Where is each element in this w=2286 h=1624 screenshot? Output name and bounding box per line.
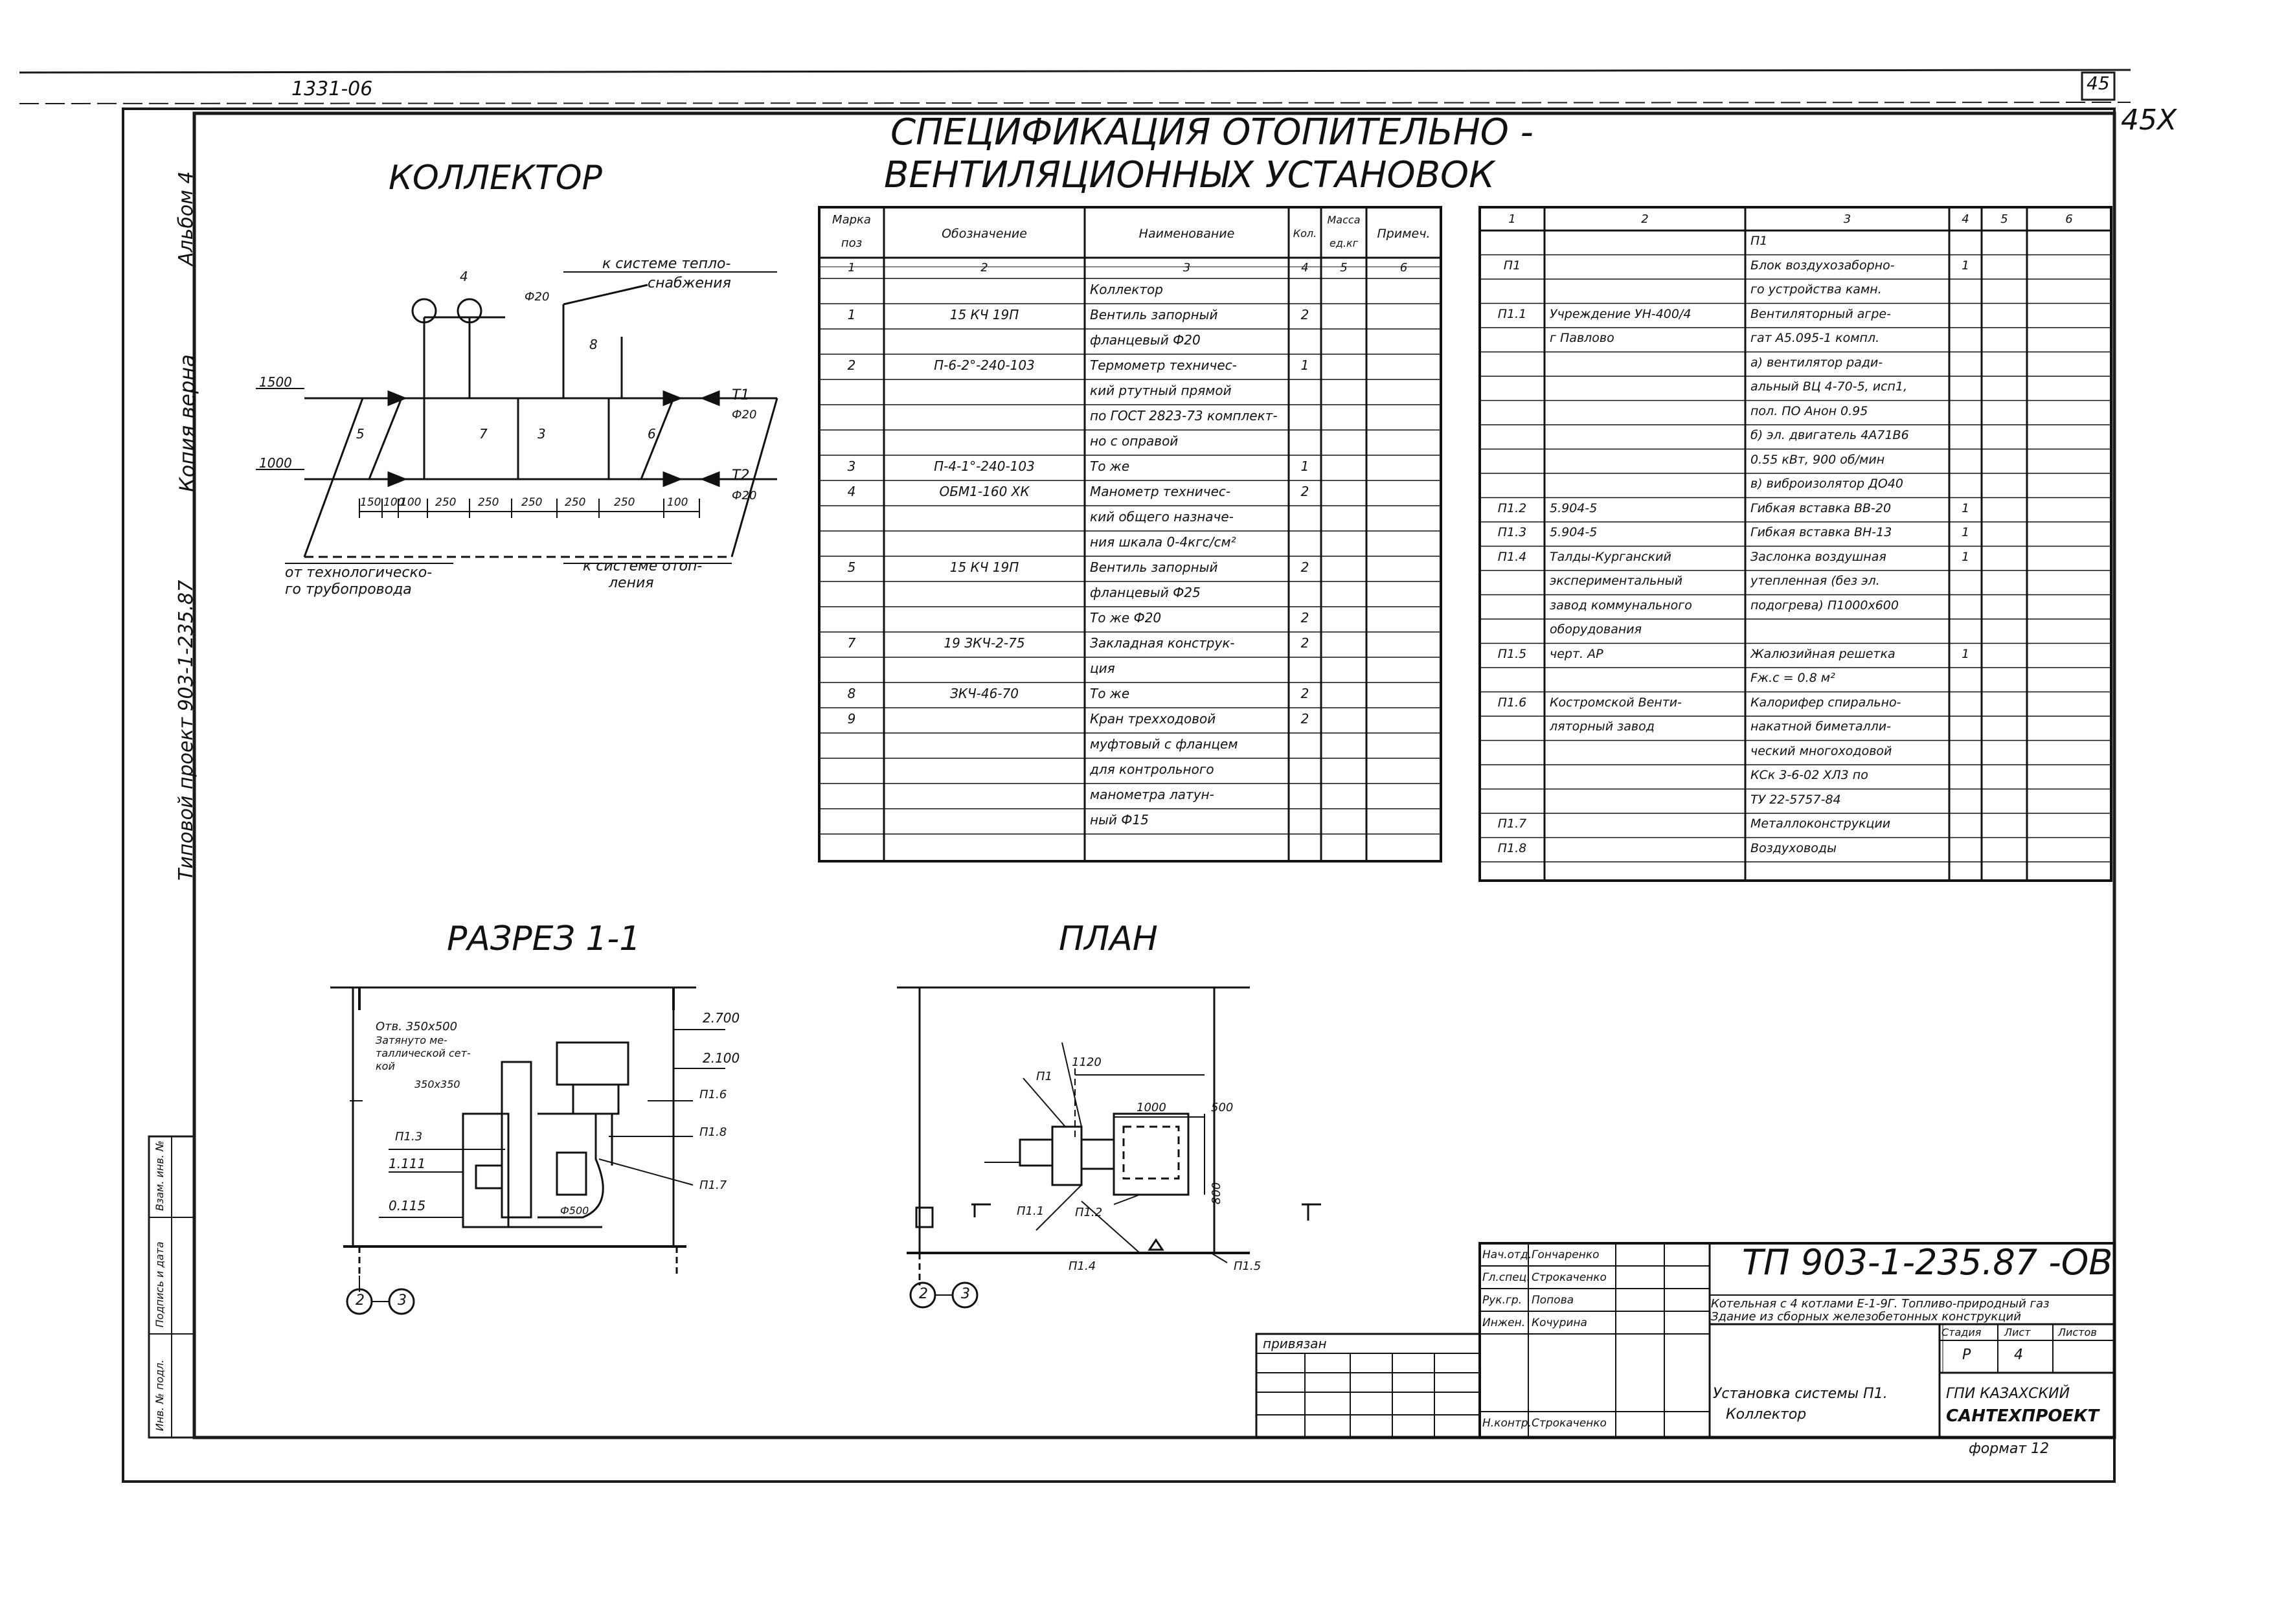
dimension-label: 250	[521, 496, 543, 509]
spec-left-cell: 5	[847, 559, 856, 575]
title-block-desc-1: Котельная с 4 котлами Е-1-9Г. Топливо-природный газ	[1711, 1297, 2050, 1311]
title-block-org-1: ГПИ КАЗАХСКИЙ	[1946, 1386, 2070, 1402]
razrez-p17: П1.7	[699, 1179, 727, 1192]
spec-right-cell: ческий многоходовой	[1750, 743, 1892, 758]
spec-right-cell: 1	[1961, 525, 1970, 539]
title-block-sheet-title-2: Коллектор	[1726, 1406, 1807, 1423]
spec-right-cell: го устройства камн.	[1750, 282, 1882, 297]
spec-title-line2: ВЕНТИЛЯЦИОННЫХ УСТАНОВОК	[884, 154, 1495, 196]
dimension-label: 250	[614, 496, 635, 509]
razrez-otv-4: кой	[376, 1060, 395, 1072]
spec-right-cell: Калорифер спирально-	[1750, 695, 1901, 710]
razrez-otv-1: Отв. 350х500	[376, 1020, 458, 1033]
spec-left-cell: 2	[1300, 559, 1309, 575]
title-block-sheets-header: Листов	[2058, 1326, 2097, 1338]
spec-left-cell: 15 КЧ 19П	[949, 307, 1019, 322]
spec-left-cell: То же Ф20	[1090, 610, 1162, 626]
spec-right-cell: б) эл. двигатель 4А71В6	[1750, 428, 1909, 442]
plan-axis-3: 3	[961, 1286, 970, 1302]
spec-right-cell: П1.2	[1497, 501, 1527, 515]
title-block-privyazan: привязан	[1263, 1336, 1327, 1351]
spec-right-cell: Гибкая вставка ВН-13	[1750, 525, 1892, 539]
plan-p1: П1	[1036, 1070, 1052, 1083]
spec-left-colnum: 1	[848, 261, 855, 275]
corner-mark: 45X	[2121, 104, 2177, 137]
plan-p15: П1.5	[1234, 1259, 1262, 1273]
razrez-elev-2100: 2.100	[703, 1050, 740, 1066]
spec-right-colnum: 1	[1508, 212, 1516, 226]
spec-right-cell: 5.904-5	[1550, 501, 1598, 515]
dimension-label: 100	[667, 496, 688, 509]
razrez-otv-2: Затянуто ме-	[376, 1034, 447, 1046]
label-m8: 8	[589, 337, 598, 352]
format-label: формат 12	[1969, 1441, 2050, 1457]
plan-axis-2: 2	[919, 1286, 928, 1302]
spec-left-cell: для контрольного	[1090, 761, 1214, 777]
spec-left-cell: Манометр техничес-	[1090, 484, 1231, 499]
spec-title-line1: СПЕЦИФИКАЦИЯ ОТОПИТЕЛЬНО -	[890, 111, 1533, 153]
plan-p12: П1.2	[1075, 1206, 1103, 1219]
spec-left-cell: 4	[847, 484, 856, 499]
spec-right-cell: а) вентилятор ради-	[1750, 355, 1883, 370]
spec-left-cell: То же	[1090, 686, 1130, 701]
spec-left-cell: Коллектор	[1090, 282, 1163, 297]
spec-right-cell: П1.4	[1497, 549, 1527, 564]
spec-right-cell: Гибкая вставка ВВ-20	[1750, 501, 1892, 515]
spec-right-cell: г Павлово	[1550, 331, 1614, 345]
title-block-role: Инжен.	[1482, 1316, 1526, 1329]
label-elev-1000: 1000	[259, 455, 292, 471]
plan-d1000: 1000	[1137, 1101, 1166, 1114]
razrez-elev-1111: 1.111	[389, 1156, 426, 1171]
title-block-desc-2: Здание из сборных железобетонных конструкций	[1711, 1310, 2021, 1324]
spec-left-cell: фланцевый Ф25	[1090, 585, 1201, 600]
label-m4: 4	[460, 269, 468, 284]
plan-d800: 800	[1210, 1182, 1223, 1204]
dimension-label: 100	[400, 496, 422, 509]
title-block-name: Попова	[1532, 1294, 1574, 1307]
spec-left-cell: 2	[1300, 711, 1309, 727]
spec-right-cell: альный ВЦ 4-70-5, исп1,	[1750, 379, 1908, 394]
archive-number: 1331-06	[291, 78, 373, 100]
spec-right-cell: ТУ 22-5757-84	[1750, 792, 1841, 807]
collector-schematic	[256, 272, 777, 563]
spec-right-cell: П1.3	[1497, 525, 1527, 539]
spec-right-cell: П1.1	[1497, 306, 1527, 321]
spec-right-cell: Талды-Курганский	[1550, 549, 1671, 564]
label-m7: 7	[479, 426, 488, 442]
spec-left-cell: 2	[1300, 610, 1309, 626]
spec-left-cell: 9	[847, 711, 856, 727]
spec-right-cell: Вентиляторный агре-	[1750, 306, 1891, 321]
spec-left-cell: ный Ф15	[1090, 812, 1149, 828]
label-m5: 5	[356, 426, 365, 442]
razrez-otv-3: таллической сет-	[376, 1047, 471, 1059]
plan-title: ПЛАН	[1059, 919, 1158, 958]
title-block-org-2: САНТЕХПРОЕКТ	[1946, 1406, 2099, 1426]
spec-right-cell: П1.5	[1497, 646, 1527, 661]
title-block-role: Рук.гр.	[1482, 1294, 1522, 1307]
spec-left-cell: 8	[847, 686, 856, 701]
spec-left-cell: 2	[847, 357, 856, 373]
dimension-label: 250	[435, 496, 457, 509]
spec-right-cell: 1	[1961, 258, 1970, 273]
spec-right-cell: Воздуховоды	[1750, 840, 1837, 855]
inv-label-2: Подпись и дата	[153, 1241, 166, 1327]
label-to-heating-2: ления	[609, 575, 654, 591]
title-block-name: Строкаченко	[1532, 1271, 1607, 1284]
label-from-tech-1: от технологическо-	[285, 565, 433, 581]
title-block-name: Кочурина	[1532, 1316, 1587, 1329]
spec-left-header-name: Наименование	[1138, 227, 1235, 241]
label-from-tech-2: го трубопровода	[285, 581, 412, 598]
spec-right-cell: завод коммунального	[1550, 598, 1692, 613]
plan-d500: 500	[1211, 1101, 1234, 1114]
spec-left-cell: кий общего назначе-	[1090, 509, 1234, 524]
spec-right-cell: КСк 3-6-02 ХЛ3 по	[1750, 768, 1868, 782]
spec-left-cell: П-4-1°-240-103	[934, 458, 1035, 474]
spec-right-cell: ляторный завод	[1550, 719, 1655, 734]
spec-right-cell: 1	[1961, 549, 1970, 564]
spec-left-cell: 15 КЧ 19П	[949, 559, 1019, 575]
label-heat-supply-2: снабжения	[648, 275, 731, 291]
razrez-p18: П1.8	[699, 1125, 727, 1139]
title-block-sheet-header: Лист	[2004, 1326, 2031, 1338]
spec-left-colnum: 6	[1399, 261, 1408, 275]
spec-right-cell: подогрева) П1000х600	[1750, 598, 1899, 613]
label-heat-supply-1: к системе тепло-	[602, 256, 731, 272]
spec-left-cell: муфтовый с фланцем	[1090, 736, 1238, 752]
spec-left-cell: 19 ЗКЧ-2-75	[944, 635, 1025, 651]
title-block-role: Нач.отд.	[1482, 1248, 1532, 1261]
plan-p14: П1.4	[1069, 1259, 1096, 1273]
spec-left-cell: Вентиль запорный	[1090, 559, 1218, 575]
spec-right-cell: гат А5.095-1 компл.	[1750, 331, 1880, 345]
title-block-stage-header: Стадия	[1941, 1326, 1982, 1338]
album-text: Альбом 4	[175, 171, 198, 265]
spec-left-cell: 3	[847, 458, 856, 474]
title-block-name: Строкаченко	[1532, 1417, 1607, 1430]
razrez-elev-2700: 2.700	[703, 1010, 740, 1026]
spec-left-header-mark: Марка поз	[832, 213, 871, 250]
spec-left-cell: 1	[1300, 357, 1309, 373]
spec-right-cell: 1	[1961, 646, 1970, 661]
plan-d1120: 1120	[1072, 1055, 1102, 1069]
spec-left-cell: кий ртутный прямой	[1090, 383, 1232, 398]
sheet-mark: 45	[2087, 73, 2110, 94]
label-t1: Т1	[732, 387, 750, 403]
spec-right-cell: П1.6	[1497, 695, 1527, 710]
label-t2: Т2	[732, 468, 750, 484]
spec-left-cell: по ГОСТ 2823-73 комплект-	[1090, 408, 1278, 423]
spec-right-colnum: 3	[1843, 212, 1851, 226]
spec-right-cell: П1	[1503, 258, 1521, 273]
spec-left-cell: 2	[1300, 307, 1309, 322]
razrez-p13: П1.3	[395, 1130, 423, 1144]
spec-right-cell: 1	[1961, 501, 1970, 515]
dimension-label: 250	[478, 496, 499, 509]
spec-right-colnum: 4	[1962, 212, 1969, 226]
spec-left-cell: 1	[1300, 458, 1309, 474]
label-to-heating-1: к системе отоп-	[583, 558, 703, 574]
label-m3: 3	[538, 426, 546, 442]
razrez-title: РАЗРЕЗ 1-1	[447, 919, 641, 958]
spec-left-cell: Термометр техничес-	[1090, 357, 1237, 373]
project-side-text: Типовой проект 903-1-235.87	[175, 580, 198, 881]
spec-right-colnum: 5	[2000, 212, 2008, 226]
razrez-axis-2: 2	[356, 1292, 365, 1309]
spec-right-cell: экспериментальный	[1550, 574, 1683, 588]
spec-left-header-note: Примеч.	[1377, 227, 1431, 241]
spec-left-cell: 2	[1300, 635, 1309, 651]
spec-left-cell: фланцевый Ф20	[1090, 332, 1201, 348]
spec-right-cell: П1.7	[1497, 817, 1527, 831]
spec-right-cell: Металлоконструкции	[1750, 817, 1891, 831]
spec-left-colnum: 4	[1301, 261, 1309, 275]
spec-left-cell: Закладная конструк-	[1090, 635, 1235, 651]
spec-right-cell: Учреждение УН-400/4	[1550, 306, 1692, 321]
spec-left-cell: но с оправой	[1090, 433, 1179, 449]
spec-left-header-designation: Обозначение	[942, 227, 1027, 241]
dimension-label: 100	[383, 496, 405, 509]
spec-right-cell: П1	[1750, 234, 1768, 248]
spec-left-cell: П-6-2°-240-103	[934, 357, 1035, 373]
title-block-role: Гл.спец.	[1482, 1271, 1530, 1284]
label-d20-top: Ф20	[525, 290, 550, 304]
spec-right-cell: пол. ПО Анон 0.95	[1750, 403, 1868, 418]
spec-right-cell: Блок воздухозаборно-	[1750, 258, 1895, 273]
dimension-label: 250	[565, 496, 586, 509]
inv-label-1: Взам. инв. №	[153, 1140, 166, 1211]
razrez-p16: П1.6	[699, 1088, 727, 1101]
inv-label-3: Инв. № подл.	[153, 1359, 166, 1431]
title-block-code: ТП 903-1-235.87 -ОВ	[1742, 1242, 2113, 1283]
spec-left-cell: ция	[1090, 660, 1115, 676]
razrez-elev-0: 0.115	[389, 1198, 426, 1213]
dimension-label: 150	[360, 496, 381, 509]
title-block-stage: Р	[1962, 1347, 1971, 1363]
spec-left-cell: 1	[847, 307, 856, 322]
copy-verified-text: Копия верна	[175, 354, 199, 492]
spec-right-cell: 5.904-5	[1550, 525, 1598, 539]
plan-p11: П1.1	[1017, 1204, 1045, 1218]
spec-right-colnum: 6	[2065, 212, 2073, 226]
spec-right-cell: утепленная (без эл.	[1750, 574, 1880, 588]
spec-left-cell: 2	[1300, 484, 1309, 499]
label-d20-t2: Ф20	[732, 489, 757, 502]
razrez-d500: Ф500	[560, 1204, 589, 1217]
spec-left-header-qty: Кол.	[1293, 227, 1317, 240]
title-block-sheet-no: 4	[2014, 1347, 2023, 1363]
spec-left-colnum: 2	[980, 261, 988, 275]
spec-right-cell: П1.8	[1497, 840, 1527, 855]
spec-left-cell: 2	[1300, 686, 1309, 701]
spec-left-cell: ния шкала 0-4кгс/см²	[1090, 534, 1236, 550]
spec-left-cell: 7	[847, 635, 856, 651]
spec-left-cell: Вентиль запорный	[1090, 307, 1218, 322]
spec-left-header-mass: Масса ед.кг	[1327, 214, 1361, 249]
spec-right-cell: 0.55 кВт, 900 об/мин	[1750, 452, 1885, 467]
spec-left-cell: ОБМ1-160 ХК	[939, 484, 1030, 499]
razrez-size-350: 350х350	[414, 1078, 460, 1090]
spec-right-cell: Заслонка воздушная	[1750, 549, 1886, 564]
spec-right-cell: черт. АР	[1550, 646, 1603, 661]
spec-left-colnum: 3	[1183, 261, 1191, 275]
spec-right-cell: Жалюзийная решетка	[1750, 646, 1896, 661]
spec-left-cell: Кран трехходовой	[1090, 711, 1216, 727]
razrez-axis-3: 3	[398, 1292, 407, 1309]
spec-left-cell: То же	[1090, 458, 1130, 474]
title-block-name: Гончаренко	[1532, 1248, 1600, 1261]
spec-right-colnum: 2	[1641, 212, 1649, 226]
kollektor-title: КОЛЛЕКТОР	[389, 159, 602, 197]
label-m6: 6	[648, 426, 656, 442]
spec-right-cell: оборудования	[1550, 622, 1642, 637]
spec-right-cell: в) виброизолятор ДО40	[1750, 477, 1904, 491]
spec-left-cell: манометра латун-	[1090, 787, 1214, 802]
spec-right-cell: Fж.с = 0.8 м²	[1750, 671, 1835, 685]
spec-left-colnum: 5	[1340, 261, 1348, 275]
spec-right-cell: накатной биметалли-	[1750, 719, 1891, 734]
spec-left-cell: ЗКЧ-46-70	[949, 686, 1019, 701]
spec-right-cell: Костромской Венти-	[1550, 695, 1682, 710]
label-elev-1500: 1500	[259, 374, 292, 390]
title-block-sheet-title-1: Установка системы П1.	[1713, 1386, 1888, 1402]
label-d20-t1: Ф20	[732, 408, 757, 422]
title-block-role: Н.контр.	[1482, 1417, 1532, 1430]
